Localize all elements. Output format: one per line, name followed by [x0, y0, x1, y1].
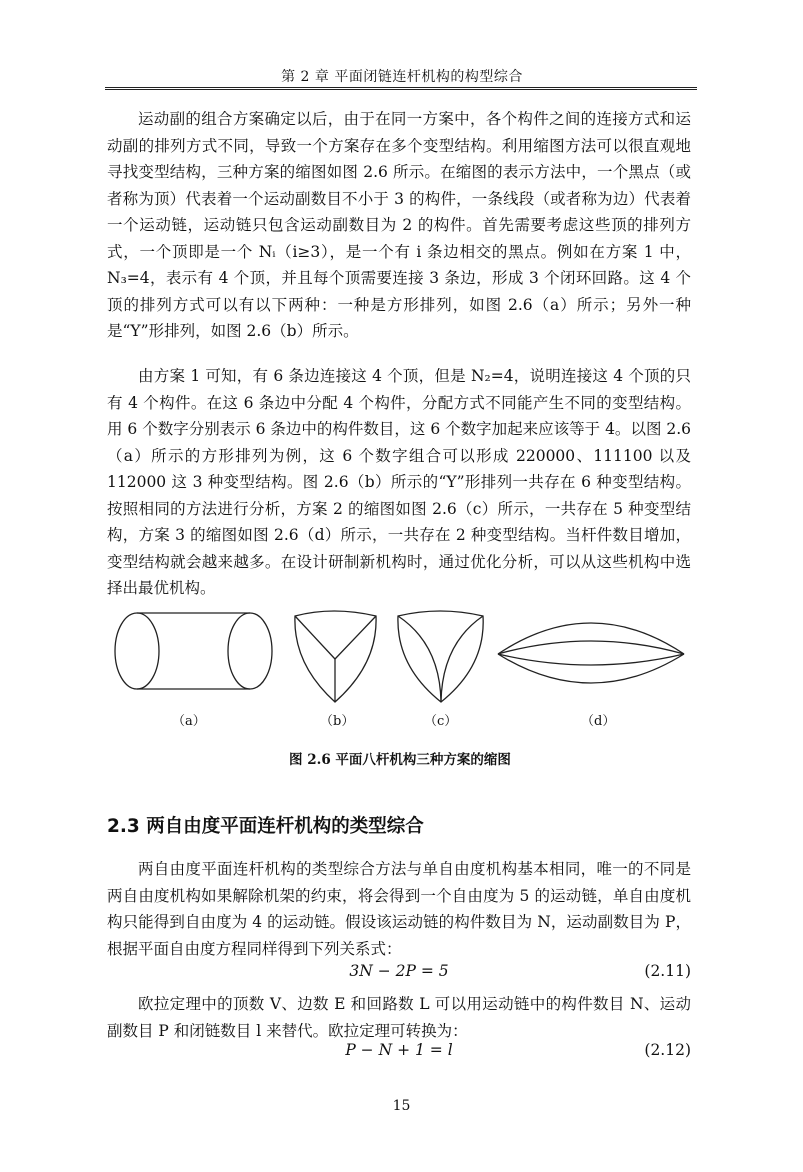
paragraph-text: 欧拉定理中的顶数 V、边数 E 和回路数 L 可以用运动链中的构件数目 N、运动副数目 P 和闭链数目 l 来替代。欧拉定理可转换为： [107, 995, 691, 1040]
paragraph-text: 两自由度平面连杆机构的类型综合方法与单自由度机构基本相同，唯一的不同是两自由度机构如果解除机架的约束，将会得到一个自由度为 5 的运动链，单自由度机构只能得到自由度为 4 的运动链。假设该运动链的构件数目为 N，运动副数目为 P，根据平面自由度方程同样得到下列关系式： [107, 860, 691, 958]
graph-d-scheme-3 [498, 623, 684, 683]
equation-number: (2.11) [644, 962, 691, 980]
subfigure-label-a: （a） [172, 714, 206, 729]
equation-expression: 3N − 2P = 5 [349, 962, 449, 980]
subfigure-label-c: （c） [424, 714, 458, 729]
graph-c-inner-curve-right [441, 616, 483, 702]
graph-c-scheme-2 [398, 611, 483, 702]
graph-d-bottom-arc [498, 654, 684, 683]
paragraph-text: 运动副的组合方案确定以后，由于在同一方案中，各个构件之间的连接方式和运动副的排列方式不同，导致一个方案存在多个变型结构。利用缩图方法可以很直观地寻找变型结构，三种方案的缩图如图 2.6 所示。在缩图的表示方法中，一个黑点（或者称为顶）代表着一个运动副数目不小于 3 的构件，一条线段（或者称为边）代表着一个运动链，运动链只包含运动副数目为 2 的构件。首先需要考虑这些顶的排列方式，一个顶即是一个 Nᵢ（i≥3），是一个有 i 条边相交的黑点。例如在方案 1 中，N₃=4，表示有 4 个顶，并且每个顶需要连接 3 条边，形成 3 个闭环回路。这 4 个顶的排列方式可以有以下两种：一种是方形排列，如图 2.6（a）所示；另外一种是“Y”形排列，如图 2.6（b）所示。 [107, 110, 691, 340]
equation-2-11 [107, 962, 691, 986]
paragraph-two-dof-synthesis [107, 856, 691, 962]
graph-a-square-arrangement [115, 613, 272, 689]
graph-d-upper-middle-arc [498, 641, 684, 654]
section-heading: 2.3 两自由度平面连杆机构的类型综合 [107, 816, 424, 837]
graph-c-inner-curve-left [398, 616, 441, 702]
paragraph-euler-theorem [107, 991, 691, 1044]
graph-d-lower-middle-arc [498, 654, 684, 665]
paragraph-variant-count [107, 363, 691, 602]
page-number: 15 [392, 1098, 411, 1114]
paragraph-text: 由方案 1 可知，有 6 条边连接这 4 个顶，但是 N₂=4，说明连接这 4 个顶的只有 4 个构件。在这 6 条边中分配 4 个构件，分配方式不同能产生不同的变型结构。用 6 个数字分别表示 6 条边中的构件数目，这 6 个数字加起来应该等于 4。以图 2.6（a）所示的方形排列为例，这 6 个数字组合可以形成 220000、111100 以及 112000 这 3 种变型结构。图 2.6（b）所示的“Y”形排列一共存在 6 种变型结构。按照相同的方法进行分析，方案 2 的缩图如图 2.6（c）所示，一共存在 5 种变型结构，方案 3 的缩图如图 2.6（d）所示，一共存在 2 种变型结构。当杆件数目增加，变型结构就会越来越多。在设计研制新机构时，通过优化分析，可以从这些机构中选择出最优机构。 [107, 367, 692, 597]
figure-2-6-contracted-graphs [100, 604, 700, 724]
paragraph-variant-structures [107, 106, 691, 345]
equation-expression: P − N + 1 = l [345, 1041, 453, 1059]
equation-number: (2.12) [644, 1041, 691, 1059]
graph-a-left-ellipse [115, 613, 159, 689]
graph-a-right-ellipse [228, 613, 272, 689]
header-rule-secondary [105, 89, 697, 90]
subfigure-label-d: （d） [581, 714, 616, 729]
running-header: 第 2 章 平面闭链连杆机构的构型综合 [281, 69, 523, 85]
figure-caption: 图 2.6 平面八杆机构三种方案的缩图 [289, 752, 511, 768]
subfigure-label-b: （b） [320, 714, 355, 729]
graph-d-top-arc [498, 623, 684, 654]
equation-2-12 [107, 1041, 691, 1065]
graph-b-y-arrangement [295, 611, 376, 702]
header-rule [105, 87, 697, 88]
